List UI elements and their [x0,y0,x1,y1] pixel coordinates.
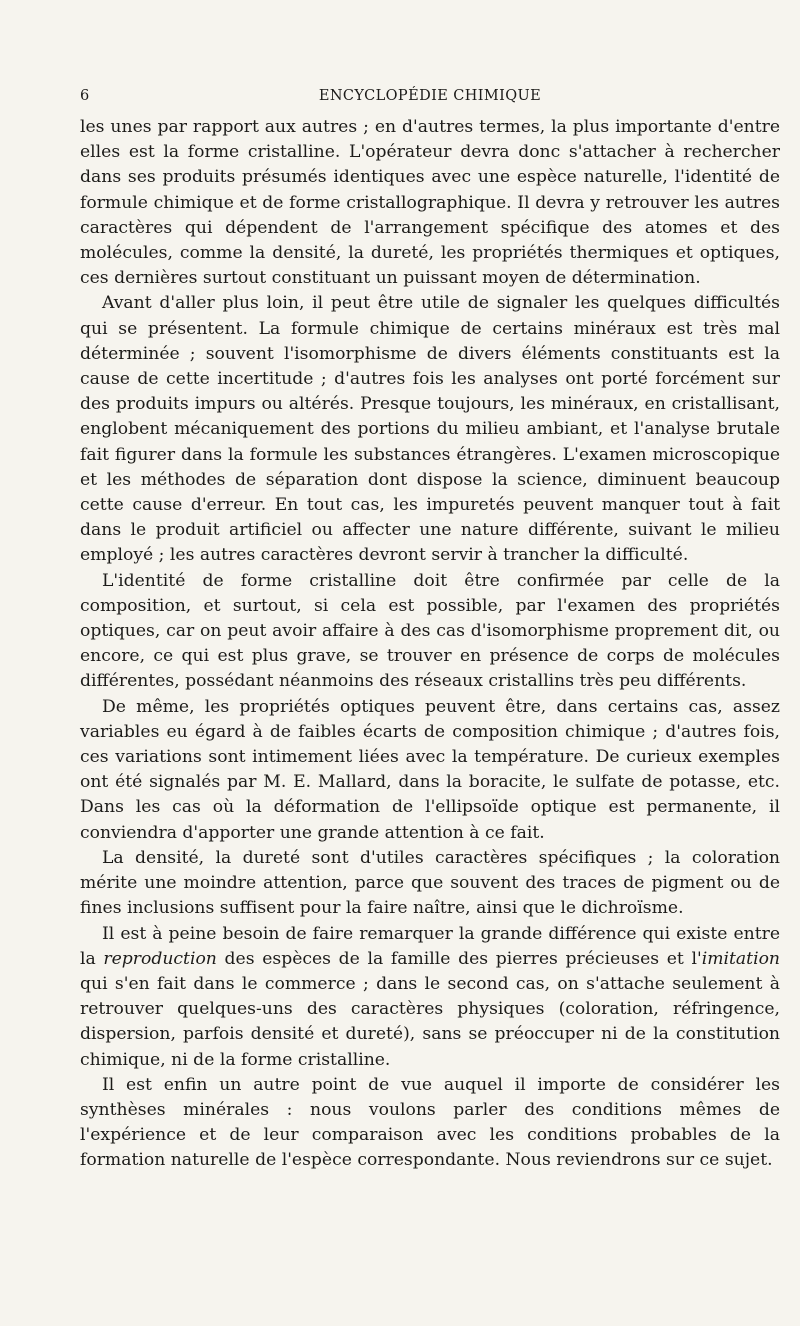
paragraph-5 [80,846,780,922]
emphasis-reproduction: reproduction [103,948,217,969]
body-text [80,115,780,1174]
paragraph-text: des espèces de la famille des pierres précieuses et l' [216,948,702,969]
paragraph-4 [80,695,780,846]
paragraph-1 [80,115,780,291]
paragraph-3 [80,569,780,695]
paragraph-text: les unes par rapport aux autres ; en d'autres termes, la plus importante d'entre elles est la forme cristalline. L'opérateur devra donc s'attacher à rechercher dans ses produits présumés identiques avec une espèce naturelle, l'identité de formule chimique et de forme cristallographique. Il devra y retrouver les autres caractères qui dépendent de l'arrangement spécifique des atomes et des molécules, comme la densité, la dureté, les propriétés thermiques et optiques, ces dernières surtout constituant un puissant moyen de détermination. [80,117,780,289]
paragraph-2 [80,291,780,568]
emphasis-imitation: imitation [701,948,780,969]
paragraph-text: Il est à peine besoin de faire remarquer la grande différence qui existe entre la [80,923,780,969]
paragraph-6 [80,922,780,1073]
paragraph-text: L'identité de forme cristalline doit être confirmée par celle de la composition, et surtout, si cela est possible, par l'examen des propriétés optiques, car on peut avoir affaire à des cas d'isomorphisme proprement dit, ou encore, ce qui est plus grave, se trouver en présence de corps de molécules différentes, possédant néanmoins des réseaux cristallins très peu différents. [80,570,780,692]
paragraph-text: Avant d'aller plus loin, il peut être utile de signaler les quelques difficultés qui se présentent. La formule chimique de certains minéraux est très mal déterminée ; souvent l'isomorphisme de divers éléments constituants est la cause de cette incertitude ; d'autres fois les analyses ont porté forcément sur des produits impurs ou altérés. Presque toujours, les minéraux, en cristallisant, englobent mécaniquement des portions du milieu ambiant, et l'analyse brutale fait figurer dans la formule les substances étrangères. L'examen microscopique et les méthodes de séparation dont dispose la science, diminuent beaucoup cette cause d'erreur. En tout cas, les impuretés peuvent manquer tout à fait dans le produit artificiel ou affecter une nature différente, suivant le milieu employé ; les autres caractères devront servir à trancher la difficulté. [80,293,780,566]
paragraph-text: qui s'en fait dans le commerce ; dans le second cas, on s'attache seulement à retrouver quelques-uns des caractères physiques (coloration, réfringence, dispersion, parfois densité et dureté), sans se préoccuper ni de la constitution chimique, ni de la forme cristalline. [80,973,780,1070]
paragraph-text: Il est enfin un autre point de vue auquel il importe de considérer les synthèses minérales : nous voulons parler des conditions mêmes de l'expérience et de leur comparaison avec les conditions probables de la formation naturelle de l'espèce correspondante. Nous reviendrons sur ce sujet. [80,1074,780,1171]
page-number: 6 [80,88,90,104]
paragraph-text: La densité, la dureté sont d'utiles caractères spécifiques ; la coloration mérite une moindre attention, parce que souvent des traces de pigment ou de fines inclusions suffisent pour la faire naître, ainsi que le dichroïsme. [80,847,780,919]
running-title: ENCYCLOPÉDIE CHIMIQUE [318,88,542,104]
paragraph-text: De même, les propriétés optiques peuvent être, dans certains cas, assez variables eu égard à de faibles écarts de composition chimique ; d'autres fois, ces variations sont intimement liées avec la température. De curieux exemples ont été signalés par M. E. Mallard, dans la boracite, le sulfate de potasse, etc. Dans les cas où la déformation de l'ellipsoïde optique est permanente, il conviendra d'apporter une grande attention à ce fait. [80,696,780,843]
paragraph-7 [80,1073,780,1174]
page-header [80,88,780,110]
